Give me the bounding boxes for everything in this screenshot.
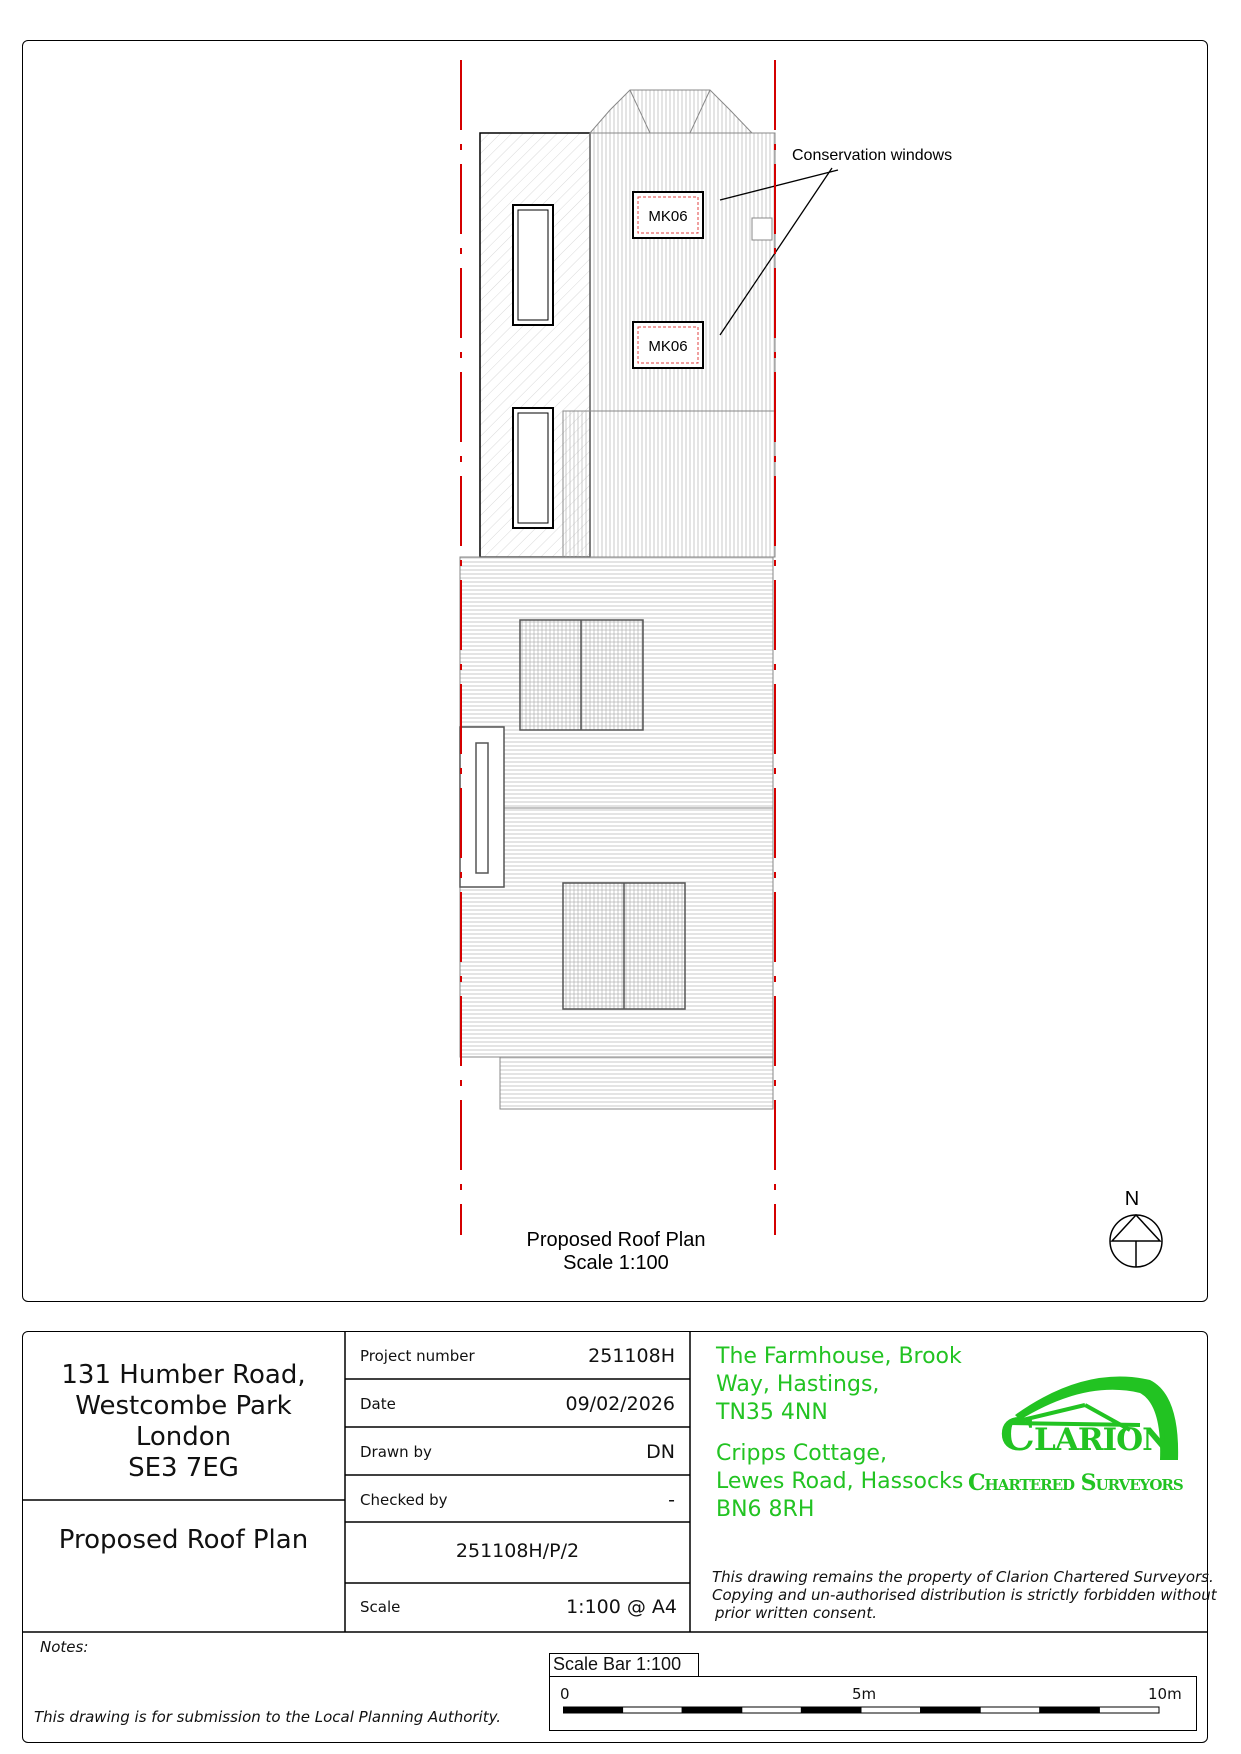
scale-bar-segment	[1040, 1707, 1100, 1713]
address-line: London	[135, 1422, 232, 1452]
date-label: Date	[360, 1395, 396, 1413]
notes-label: Notes:	[40, 1638, 89, 1656]
scale-bar-segment	[563, 1707, 623, 1713]
address-line: Westcombe Park	[75, 1391, 292, 1421]
address-line: 131 Humber Road,	[61, 1360, 306, 1390]
drawn-by-label: Drawn by	[360, 1443, 432, 1461]
scale-label: Scale	[360, 1598, 401, 1616]
disclaimer-line: Copying and un-authorised distribution is strictly forbidden without	[712, 1586, 1217, 1604]
logo-wordmark: Clarion	[1000, 1410, 1170, 1461]
north-label: N	[1124, 1188, 1140, 1210]
window-label: MK06	[648, 208, 688, 225]
office-address-1	[716, 1343, 962, 1427]
disclaimer-line: prior written consent.	[715, 1604, 877, 1622]
notes-text: This drawing is for submission to the Local Planning Authority.	[34, 1708, 502, 1726]
disclaimer	[712, 1568, 1217, 1622]
office-line: TN35 4NN	[716, 1400, 828, 1425]
project-number-label: Project number	[360, 1347, 475, 1365]
plan-title: Proposed Roof Plan	[526, 1229, 706, 1251]
disclaimer-line: This drawing remains the property of Clarion Chartered Surveyors.	[712, 1568, 1214, 1586]
plan-scale: Scale 1:100	[563, 1252, 669, 1274]
office-line: BN6 8RH	[716, 1497, 815, 1522]
scale-bar-title: Scale Bar 1:100	[549, 1653, 699, 1677]
scale-tick-label: 10m	[1148, 1685, 1182, 1703]
logo-subtitle: Chartered Surveyors	[968, 1470, 1183, 1496]
checked-by-label: Checked by	[360, 1491, 448, 1509]
scale-tick-label: 0	[560, 1685, 570, 1703]
drawn-by-value: DN	[646, 1441, 675, 1463]
scale-bar-segment	[742, 1707, 802, 1713]
project-number: 251108H	[588, 1345, 675, 1367]
office-line: Lewes Road, Hassocks	[716, 1469, 964, 1494]
scale-bar-segment	[861, 1707, 921, 1713]
drawing-number: 251108H/P/2	[455, 1540, 580, 1562]
scale-bar-segment	[980, 1707, 1040, 1713]
office-line: Cripps Cottage,	[716, 1441, 887, 1466]
annotation-label: Conservation windows	[792, 147, 953, 164]
scale-bar-segment	[921, 1707, 981, 1713]
drawing-title: Proposed Roof Plan	[58, 1525, 309, 1555]
checked-by-value: -	[668, 1489, 675, 1511]
date-value: 09/02/2026	[565, 1393, 675, 1415]
address-line: SE3 7EG	[128, 1453, 239, 1483]
window-label: MK06	[648, 338, 688, 355]
scale-bar-segment	[1099, 1707, 1159, 1713]
office-address-2	[716, 1440, 963, 1524]
office-line: The Farmhouse, Brook	[716, 1344, 962, 1369]
site-address	[22, 1360, 345, 1484]
scale-bar-segment	[801, 1707, 861, 1713]
scale-value: 1:100 @ A4	[566, 1596, 677, 1618]
scale-tick-label: 5m	[852, 1685, 877, 1703]
scale-bar	[563, 1706, 1163, 1716]
scale-bar-segment	[682, 1707, 742, 1713]
scale-bar-segment	[623, 1707, 683, 1713]
office-line: Way, Hastings,	[716, 1372, 880, 1397]
